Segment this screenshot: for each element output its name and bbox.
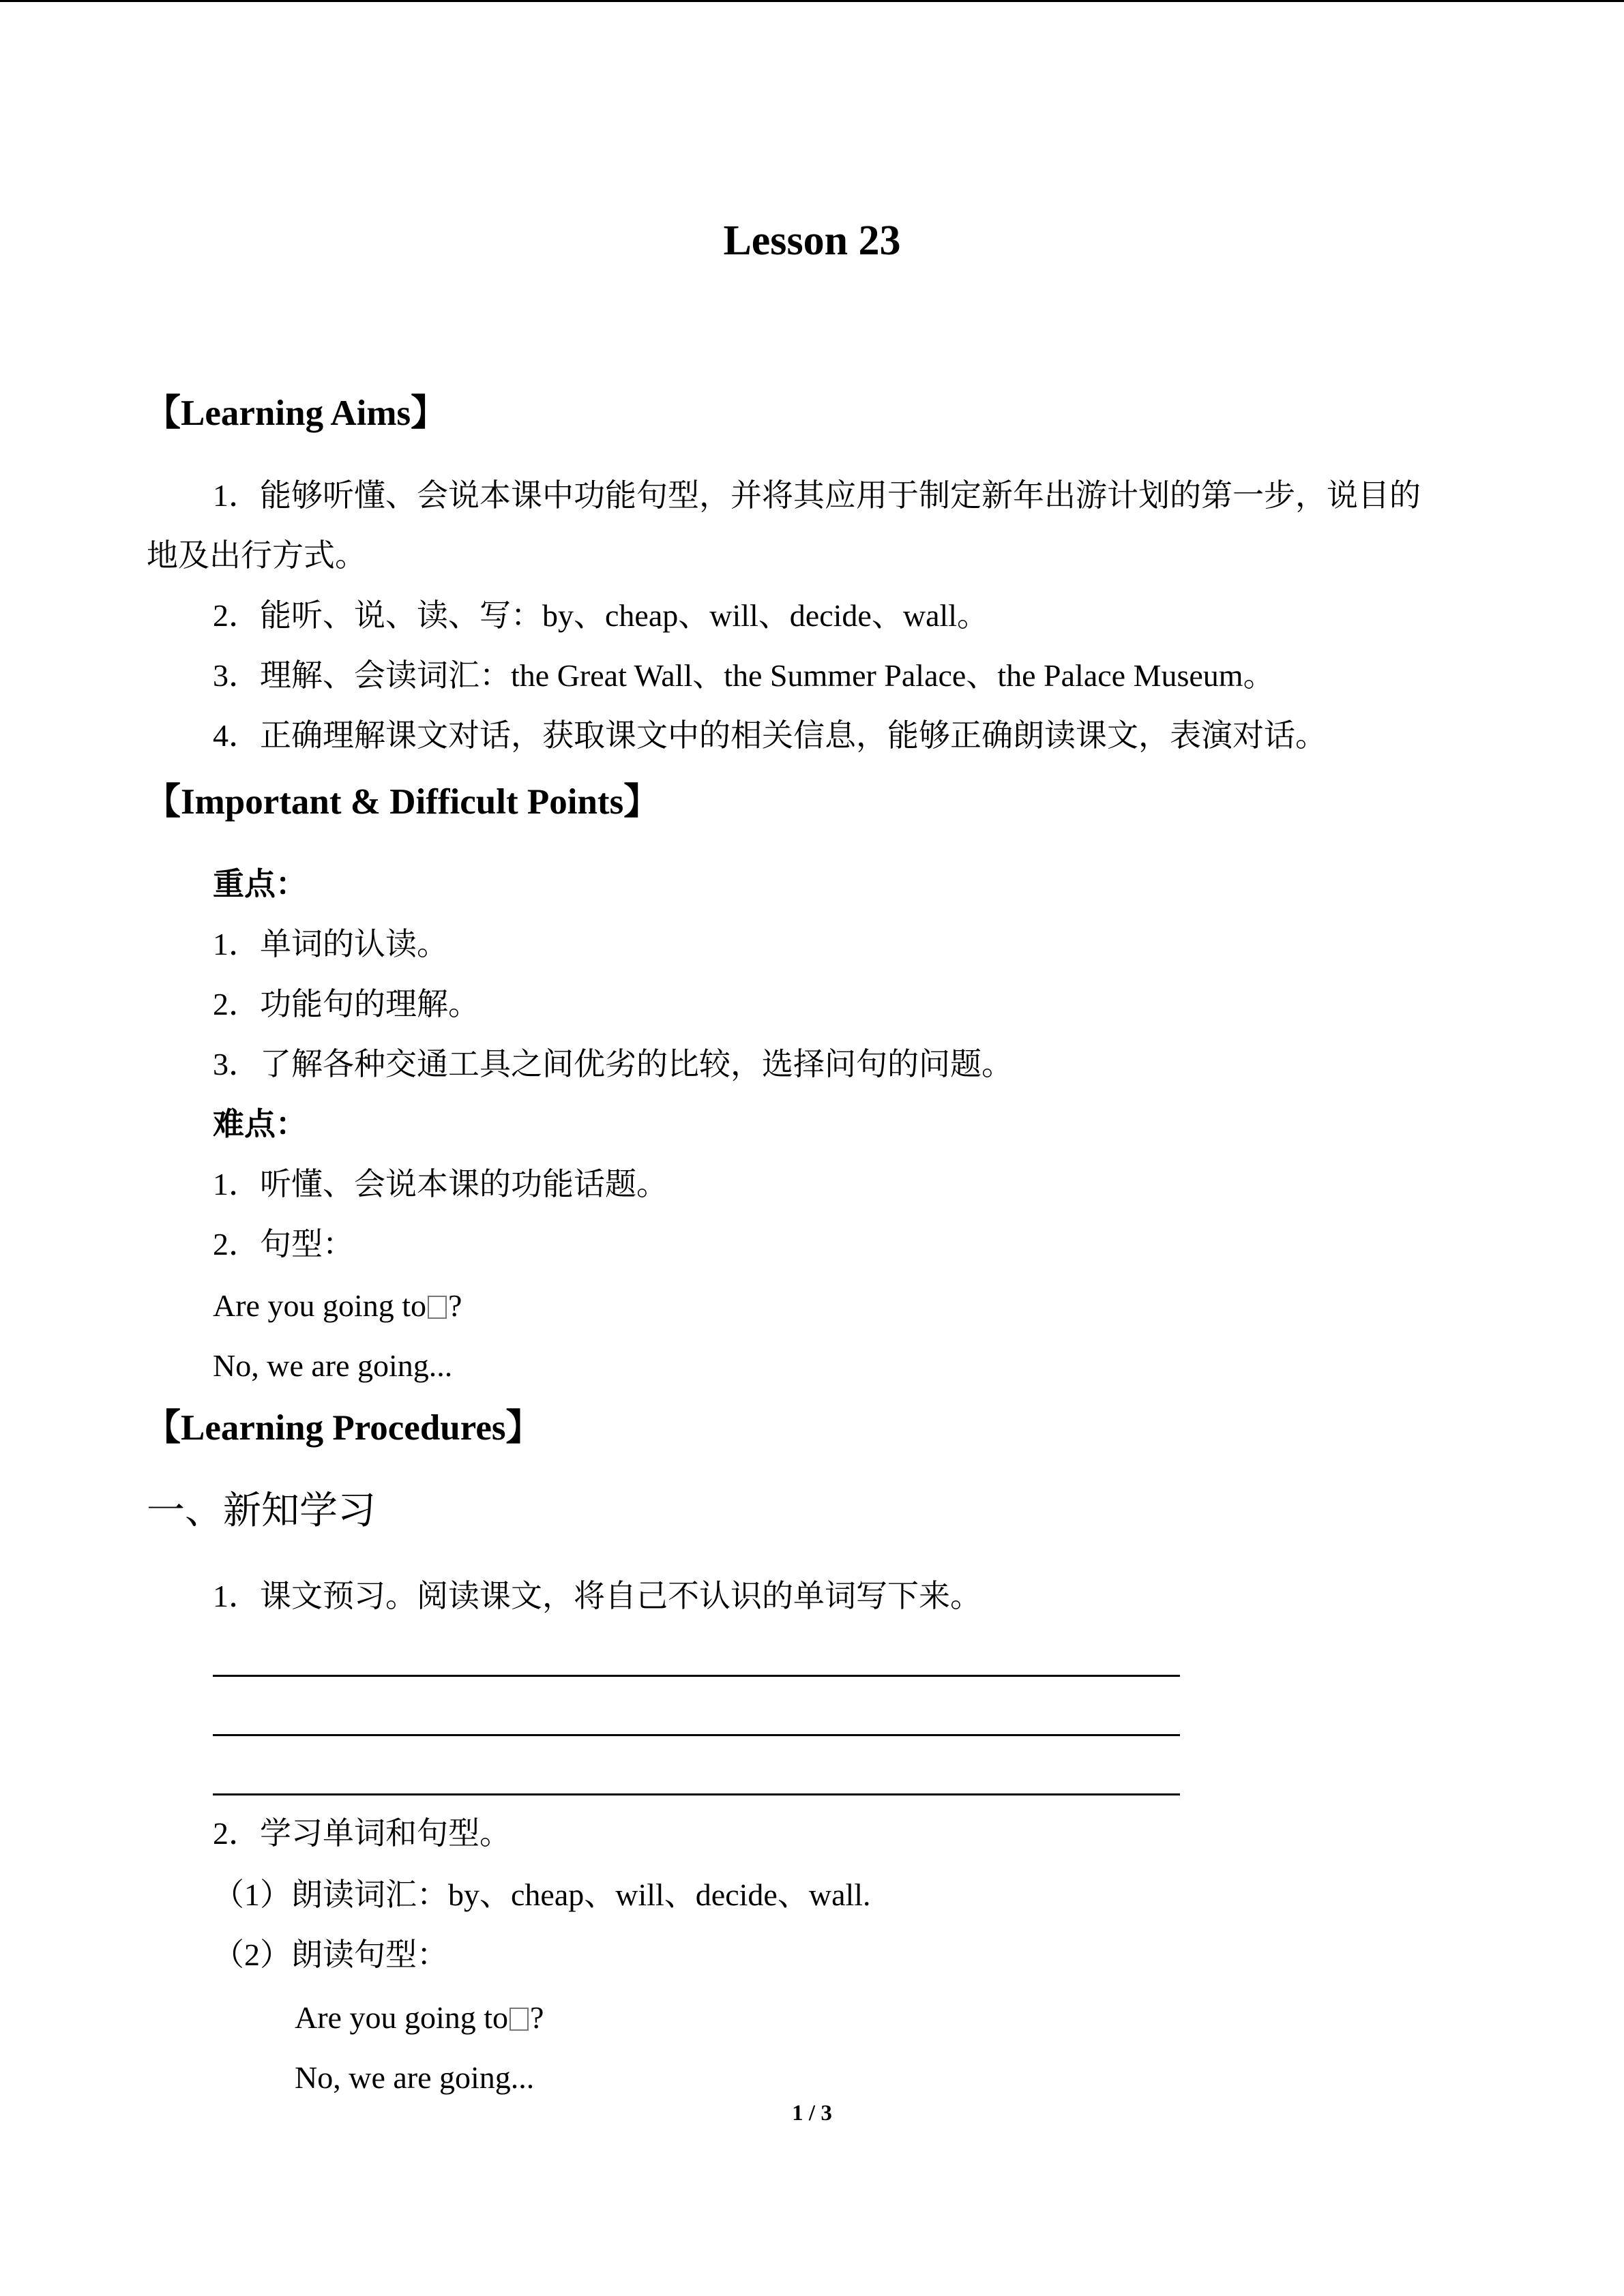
key-point-1: 1．单词的认读。 bbox=[213, 927, 448, 961]
difficult-point-2: 2．句型： bbox=[213, 1227, 354, 1262]
aim-item-4: 4．正确理解课文对话，获取课文中的相关信息，能够正确朗读课文，表演对话。 bbox=[213, 718, 1327, 753]
answer-line-3[interactable] bbox=[213, 1793, 1180, 1795]
blank-box-icon bbox=[428, 1296, 447, 1319]
aim-item-3: 3．理解、会读词汇：the Great Wall、the Summer Palace、the Palace Museum。 bbox=[213, 658, 1275, 693]
procedure-pattern-answer: No, we are going... bbox=[295, 2060, 535, 2095]
step-1-instruction: 1．课文预习。阅读课文，将自己不认识的单词写下来。 bbox=[213, 1579, 981, 1613]
key-point-2: 2．功能句的理解。 bbox=[213, 987, 479, 1022]
page-number: 1 / 3 bbox=[792, 2101, 832, 2126]
key-point-3: 3．了解各种交通工具之间优劣的比较，选择问句的问题。 bbox=[213, 1047, 1013, 1082]
difficult-points-label: 难点： bbox=[213, 1107, 307, 1142]
blank-box-icon bbox=[510, 2008, 529, 2031]
pattern-question-text: Are you going to bbox=[213, 1288, 427, 1323]
part-one-heading: 一、新知学习 bbox=[147, 1490, 376, 1532]
pattern-question-mark: ? bbox=[448, 1288, 462, 1323]
sentence-pattern-answer: No, we are going... bbox=[213, 1348, 453, 1383]
sentence-pattern-question bbox=[213, 1290, 462, 1322]
procedure-question-mark: ? bbox=[530, 2000, 544, 2035]
step-2-1-vocabulary: （1）朗读词汇：by、cheap、will、decide、wall. bbox=[213, 1877, 871, 1912]
important-difficult-heading: 【Important & Difficult Points】 bbox=[145, 782, 660, 822]
page-title: Lesson 23 bbox=[723, 218, 901, 264]
aim-item-1: 1．能够听懂、会说本课中功能句型，并将其应用于制定新年出游计划的第一步，说目的 bbox=[213, 478, 1421, 513]
step-2-instruction: 2．学习单词和句型。 bbox=[213, 1816, 511, 1851]
answer-line-2[interactable] bbox=[213, 1734, 1180, 1736]
key-points-label: 重点： bbox=[213, 867, 307, 901]
aim-item-1-continued: 地及出行方式。 bbox=[147, 538, 366, 573]
step-2-2-patterns: （2）朗读句型： bbox=[213, 1937, 448, 1972]
learning-aims-heading: 【Learning Aims】 bbox=[145, 393, 447, 433]
aim-item-2: 2．能听、说、读、写：by、cheap、will、decide、wall。 bbox=[213, 598, 989, 633]
procedure-question-text: Are you going to bbox=[295, 2000, 509, 2035]
learning-procedures-heading: 【Learning Procedures】 bbox=[145, 1408, 542, 1448]
answer-line-1[interactable] bbox=[213, 1675, 1180, 1677]
procedure-pattern-question bbox=[295, 2002, 544, 2033]
difficult-point-1: 1．听懂、会说本课的功能话题。 bbox=[213, 1167, 668, 1202]
